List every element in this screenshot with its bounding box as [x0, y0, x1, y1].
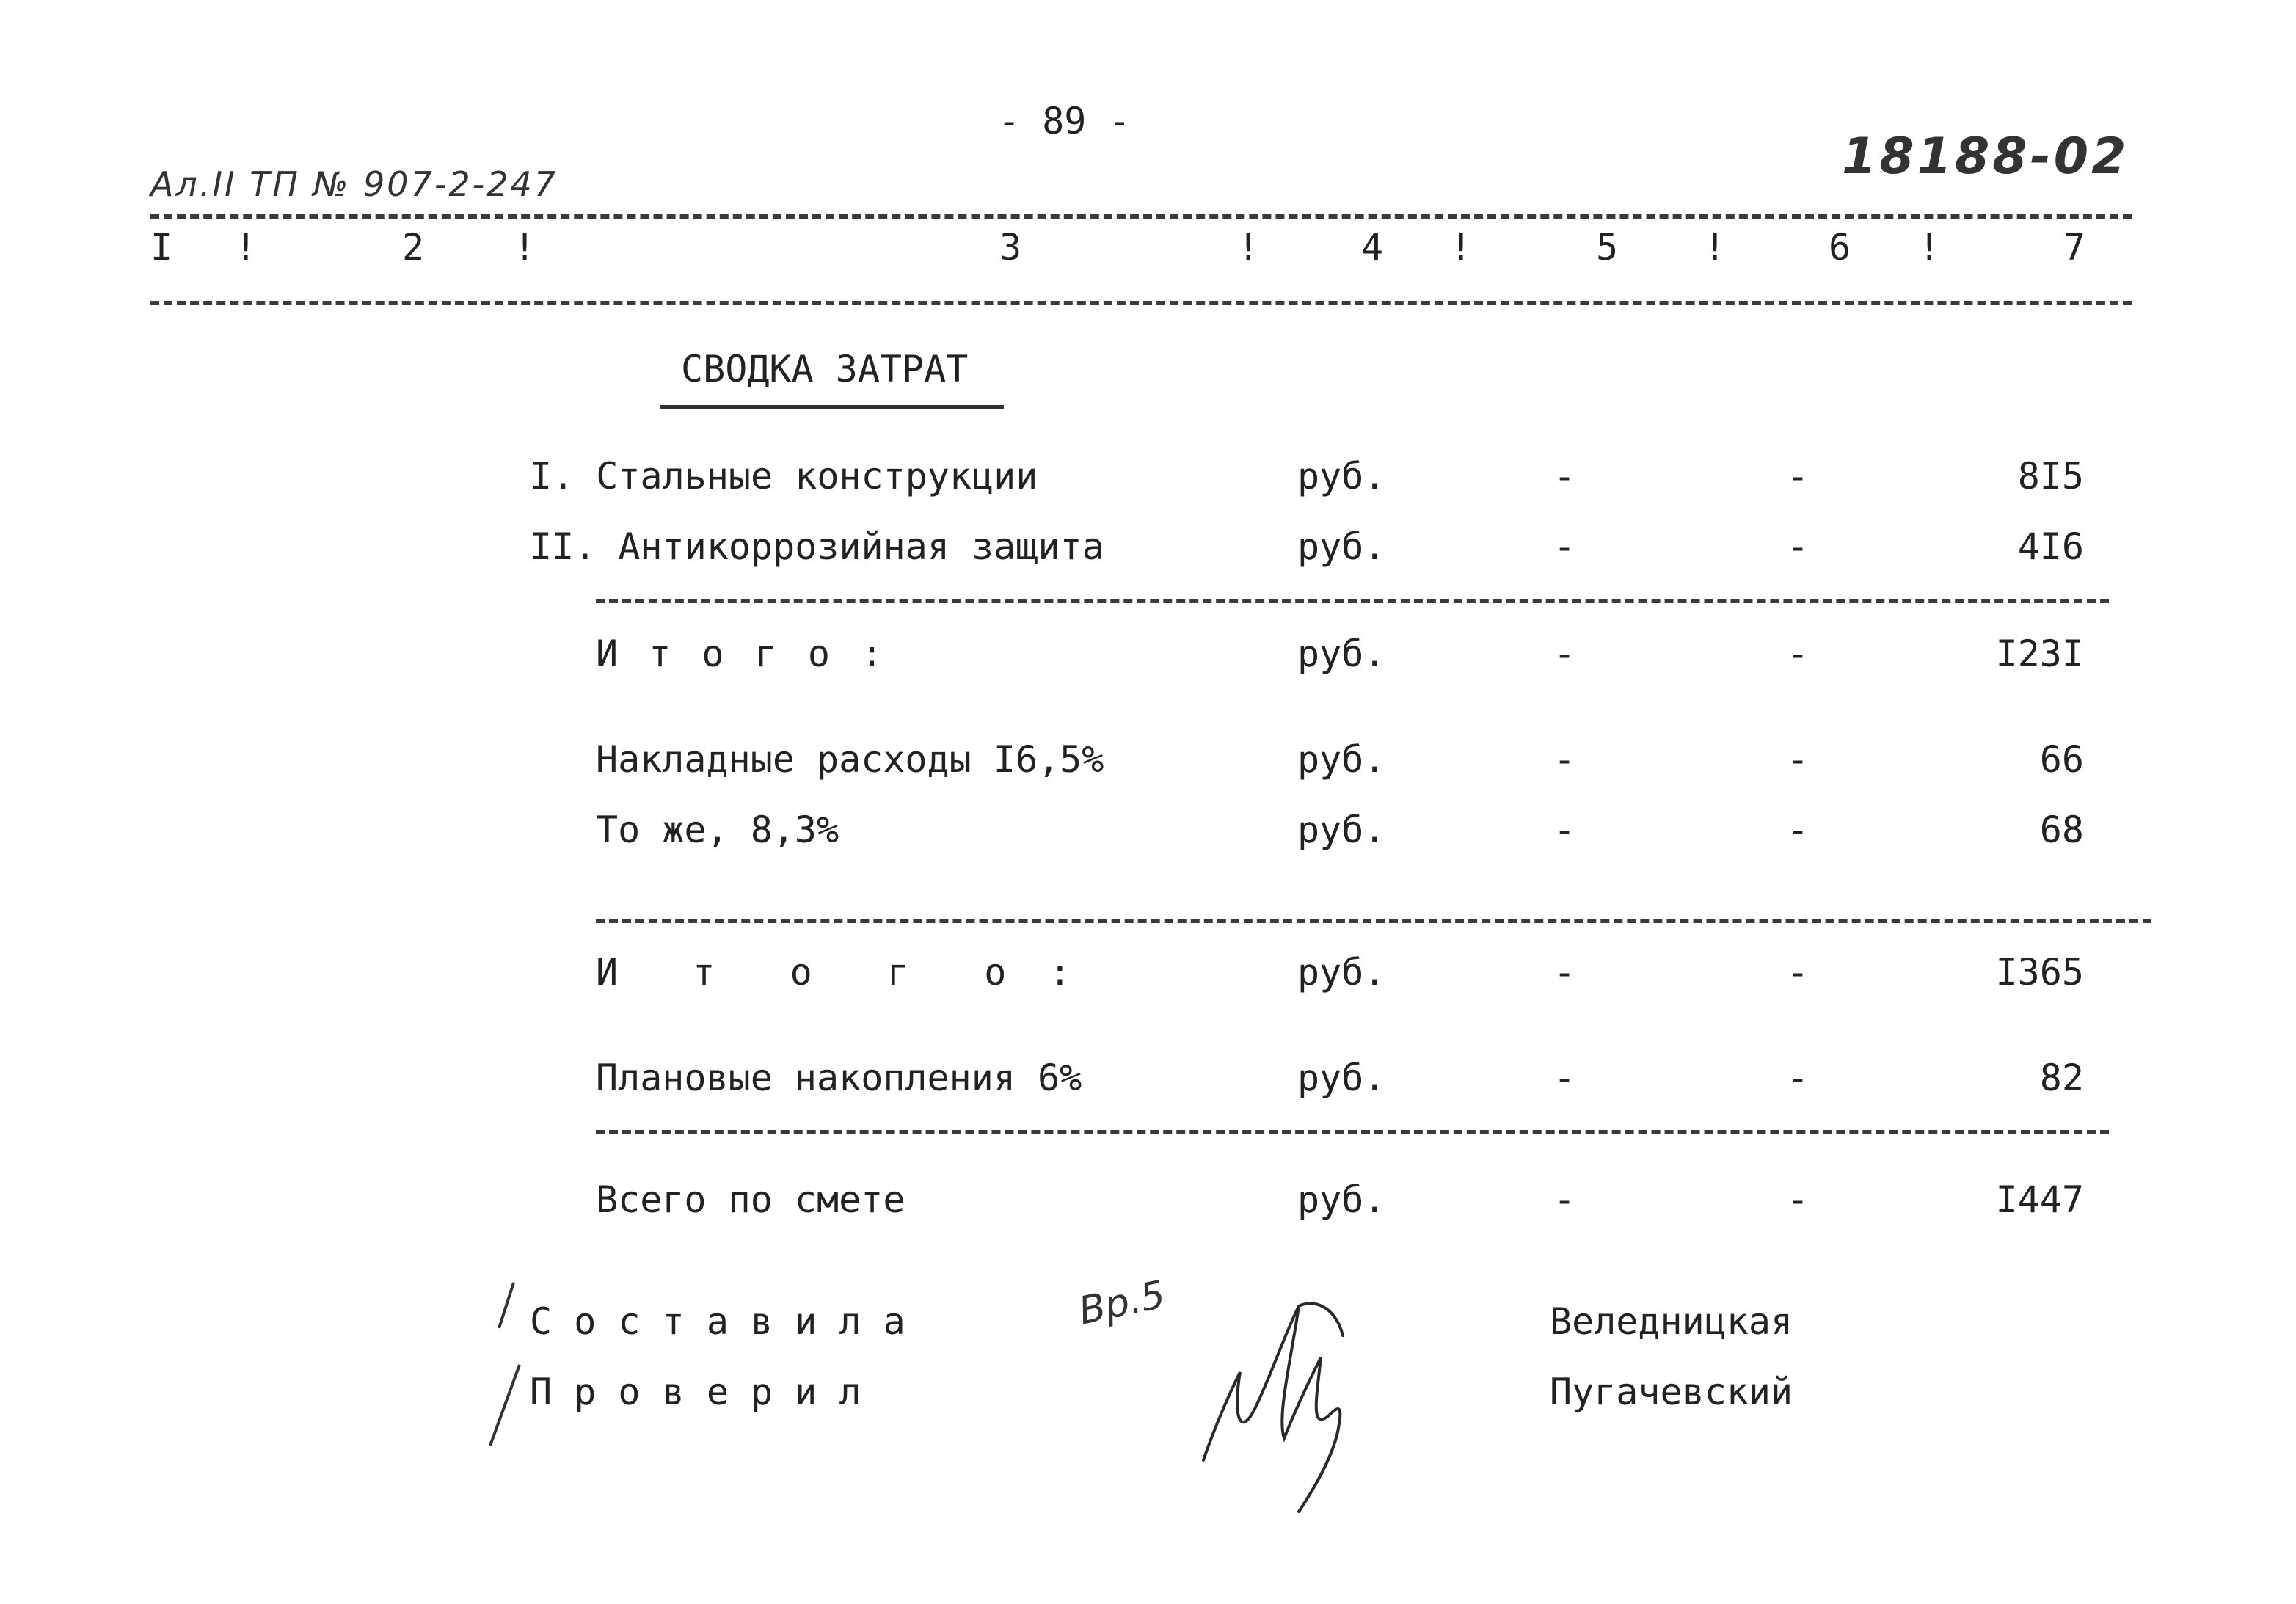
signature-role-compiled: С о с т а в и л а [530, 1300, 905, 1343]
row-value: 8I5 [2017, 455, 2084, 497]
row-value: I447 [1995, 1178, 2084, 1221]
row-value: I365 [1995, 951, 2084, 994]
handwritten-initials: Вр.5 [1075, 1272, 1170, 1334]
row-unit: руб. [1297, 1178, 1386, 1221]
column-separator: ! [1450, 226, 1473, 269]
row-unit: руб. [1297, 455, 1386, 497]
row-label: Плановые накопления 6% [596, 1057, 1082, 1099]
document-reference: Ал.II ТП № 907-2-247 [150, 164, 558, 204]
title-underline [660, 405, 1004, 409]
subtotal-divider [596, 599, 2109, 603]
row-col5: - [1553, 951, 1576, 994]
row-col5: - [1553, 1178, 1576, 1221]
row-col6: - [1786, 455, 1810, 497]
row-col5: - [1553, 1057, 1576, 1099]
column-number-2: 2 [402, 226, 425, 269]
header-top-divider [150, 214, 2132, 219]
signature-name-compiled: Веледницкая [1550, 1300, 1793, 1343]
row-value: 4I6 [2017, 525, 2084, 568]
header-bottom-divider [150, 301, 2132, 305]
row-label: I. Стальные конструкции [530, 455, 1038, 497]
row-col6: - [1786, 525, 1810, 568]
row-label: II. Антикоррозийная защита [530, 525, 1104, 568]
page-number: - 89 - [998, 100, 1131, 142]
row-unit: руб. [1297, 525, 1386, 568]
row-col5: - [1553, 633, 1576, 675]
signature-slash-marks [484, 1277, 528, 1468]
column-separator: ! [235, 226, 258, 269]
row-col6: - [1786, 1057, 1810, 1099]
row-col6: - [1786, 809, 1810, 851]
column-number-1: I [150, 226, 173, 269]
row-col5: - [1553, 525, 1576, 568]
row-label: И т о г о : [596, 633, 888, 675]
signature-role-checked: П р о в е р и л [530, 1371, 861, 1413]
row-unit: руб. [1297, 633, 1386, 675]
row-value: I23I [1995, 633, 2084, 675]
total-divider [596, 919, 2151, 923]
column-separator: ! [1237, 226, 1260, 269]
row-label: Накладные расходы I6,5% [596, 738, 1104, 781]
column-number-6: 6 [1829, 226, 1851, 269]
column-number-3: 3 [999, 226, 1022, 269]
grand-total-divider [596, 1130, 2109, 1134]
row-unit: руб. [1297, 951, 1386, 994]
column-number-7: 7 [2063, 226, 2086, 269]
handwritten-signature [1189, 1291, 1394, 1526]
row-label: Всего по смете [596, 1178, 905, 1221]
row-col6: - [1786, 951, 1810, 994]
row-col6: - [1786, 633, 1810, 675]
row-unit: руб. [1297, 1057, 1386, 1099]
row-value: 82 [2039, 1057, 2084, 1099]
row-unit: руб. [1297, 738, 1386, 781]
column-separator: ! [514, 226, 536, 269]
row-unit: руб. [1297, 809, 1386, 851]
row-value: 66 [2039, 738, 2084, 781]
row-label: То же, 8,3% [596, 809, 839, 851]
stamp-number: 18188-02 [1842, 128, 2129, 186]
column-separator: ! [1704, 226, 1727, 269]
signature-name-checked: Пугачевский [1550, 1371, 1793, 1413]
row-col5: - [1553, 738, 1576, 781]
row-col5: - [1553, 455, 1576, 497]
row-col6: - [1786, 738, 1810, 781]
row-col5: - [1553, 809, 1576, 851]
row-label: И т о г о : [596, 951, 1082, 994]
column-number-4: 4 [1361, 226, 1384, 269]
row-value: 68 [2039, 809, 2084, 851]
column-number-5: 5 [1596, 226, 1619, 269]
row-col6: - [1786, 1178, 1810, 1221]
section-title: СВОДКА ЗАТРАТ [681, 348, 969, 390]
column-separator: ! [1918, 226, 1941, 269]
